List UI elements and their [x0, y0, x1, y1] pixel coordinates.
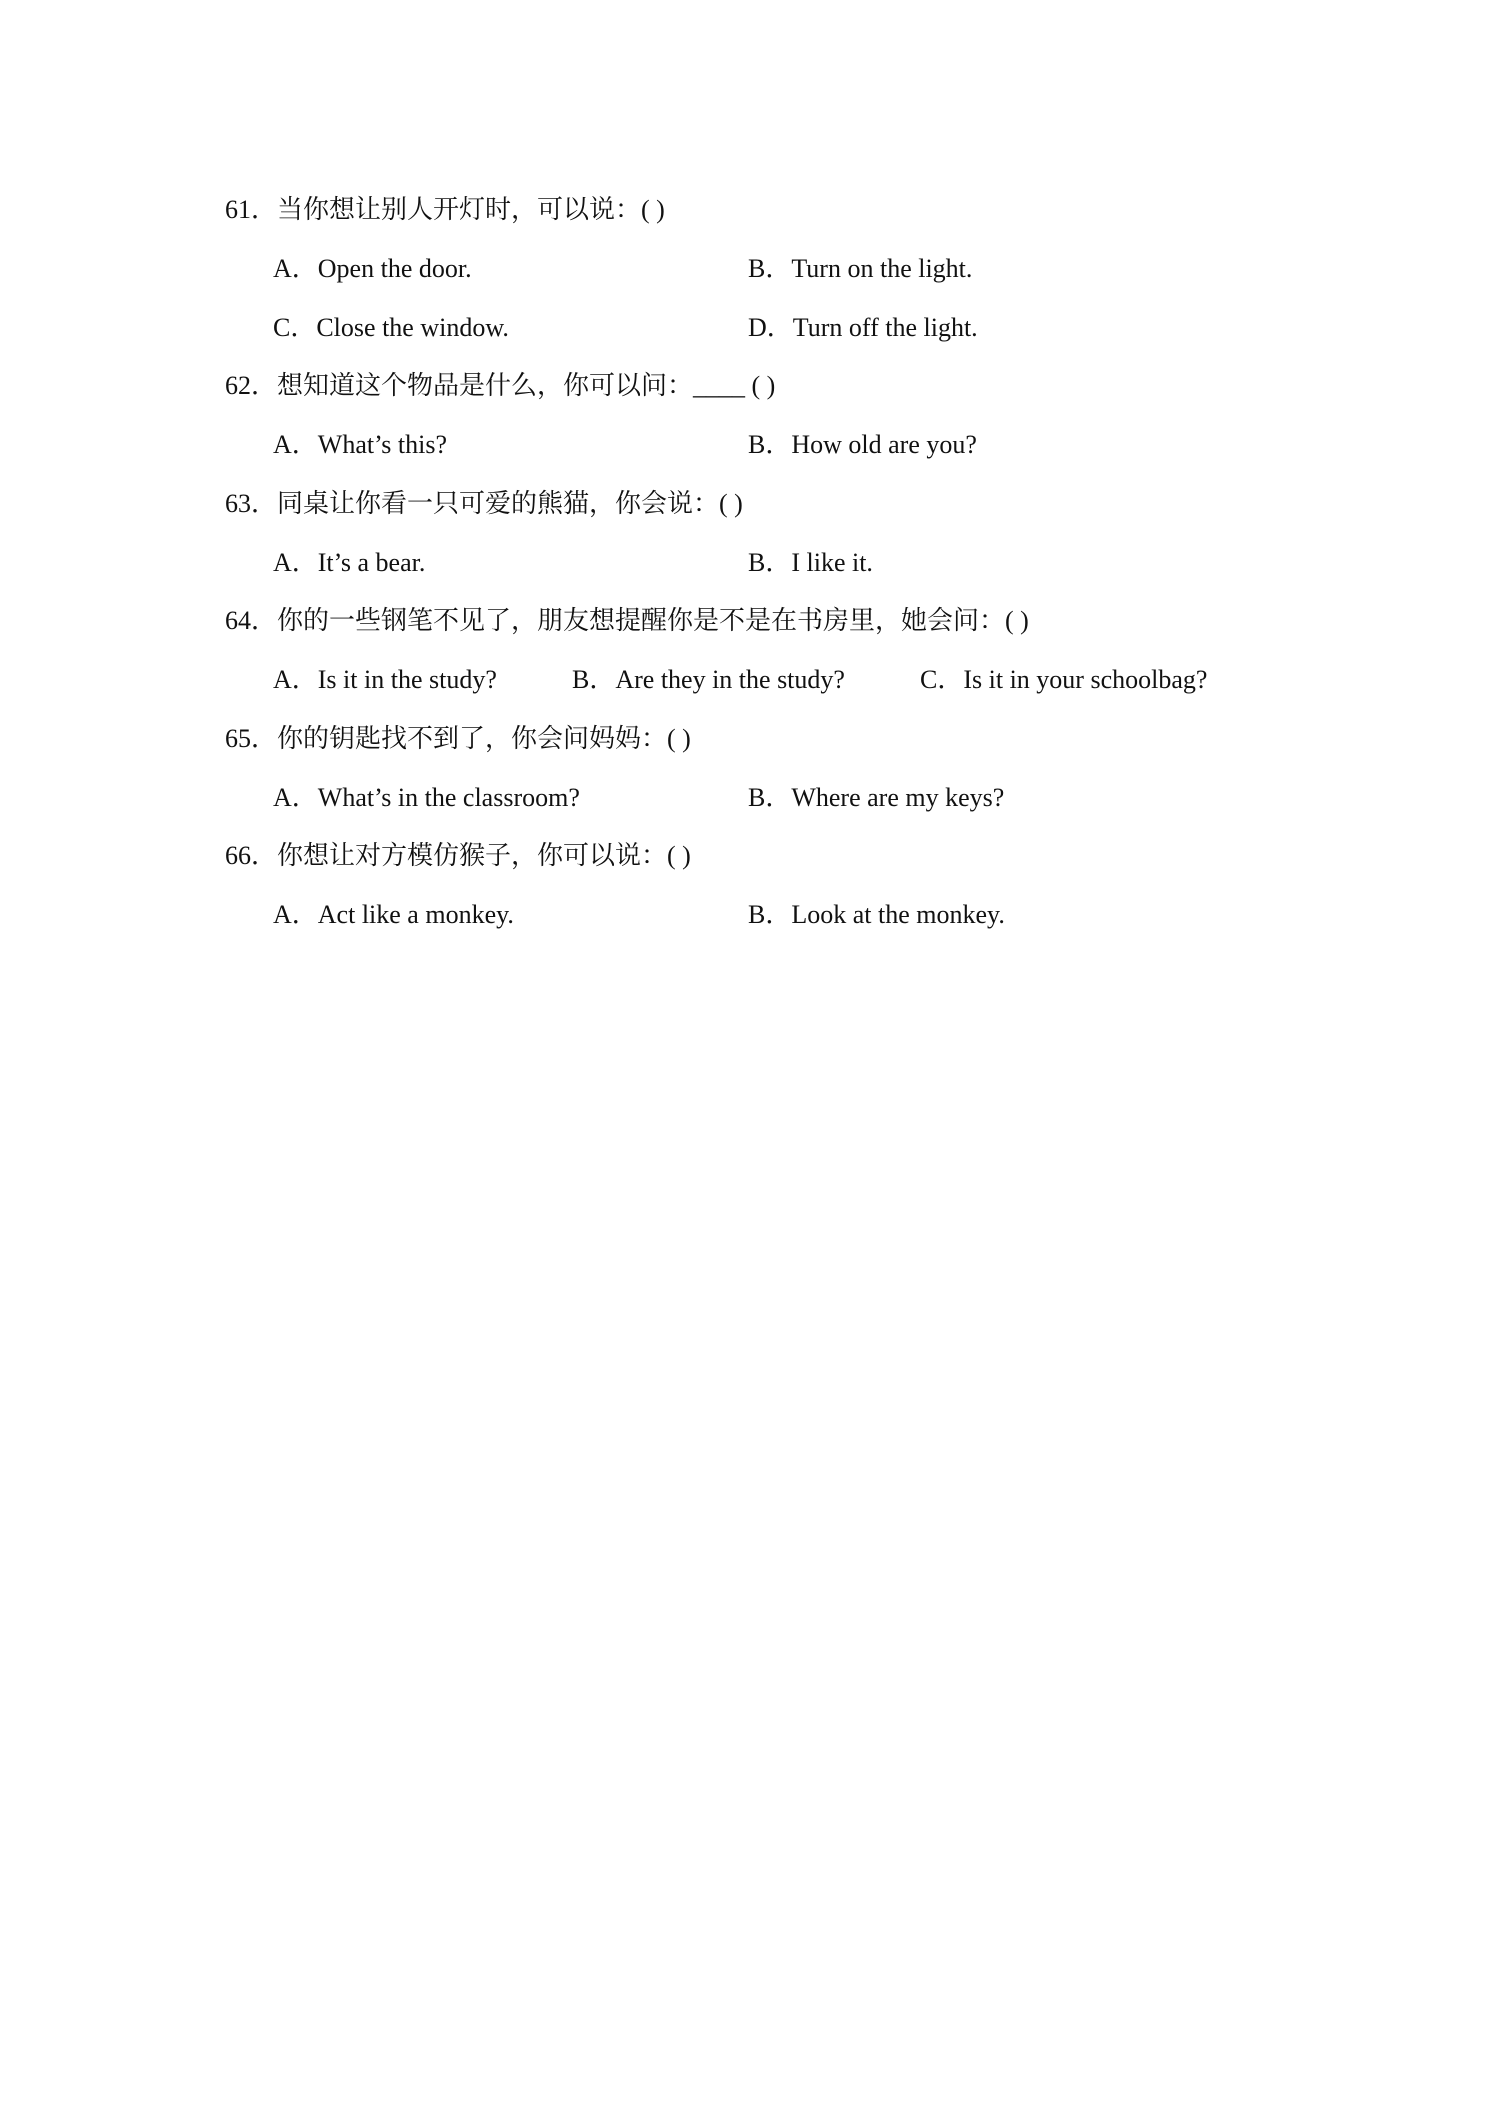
- question-63: 63．同桌让你看一只可爱的熊猫，你会说：( ): [225, 489, 743, 518]
- question-61: 61．当你想让别人开灯时，可以说：( ): [225, 195, 665, 224]
- q61-option-b: B．Turn on the light.: [748, 254, 973, 283]
- q64-option-a: A．Is it in the study?: [273, 665, 497, 694]
- q61-option-a: A．Open the door.: [273, 254, 472, 283]
- q66-option-a: A．Act like a monkey.: [273, 900, 514, 929]
- q64-option-c: C．Is it in your schoolbag?: [920, 665, 1208, 694]
- q62-option-a: A．What’s this?: [273, 430, 448, 459]
- q63-option-b: B．I like it.: [748, 548, 873, 577]
- q61-option-c: C．Close the window.: [273, 313, 509, 342]
- q65-option-a: A．What’s in the classroom?: [273, 783, 580, 812]
- question-66: 66．你想让对方模仿猴子，你可以说：( ): [225, 841, 691, 870]
- q66-option-b: B．Look at the monkey.: [748, 900, 1005, 929]
- question-62: 62．想知道这个物品是什么，你可以问：____ ( ): [225, 371, 776, 400]
- question-65: 65．你的钥匙找不到了，你会问妈妈：( ): [225, 724, 691, 753]
- q62-option-b: B．How old are you?: [748, 430, 977, 459]
- q65-option-b: B．Where are my keys?: [748, 783, 1005, 812]
- q64-option-b: B．Are they in the study?: [572, 665, 845, 694]
- q63-option-a: A．It’s a bear.: [273, 548, 426, 577]
- question-64: 64．你的一些钢笔不见了，朋友想提醒你是不是在书房里，她会问：( ): [225, 606, 1029, 635]
- q61-option-d: D．Turn off the light.: [748, 313, 978, 342]
